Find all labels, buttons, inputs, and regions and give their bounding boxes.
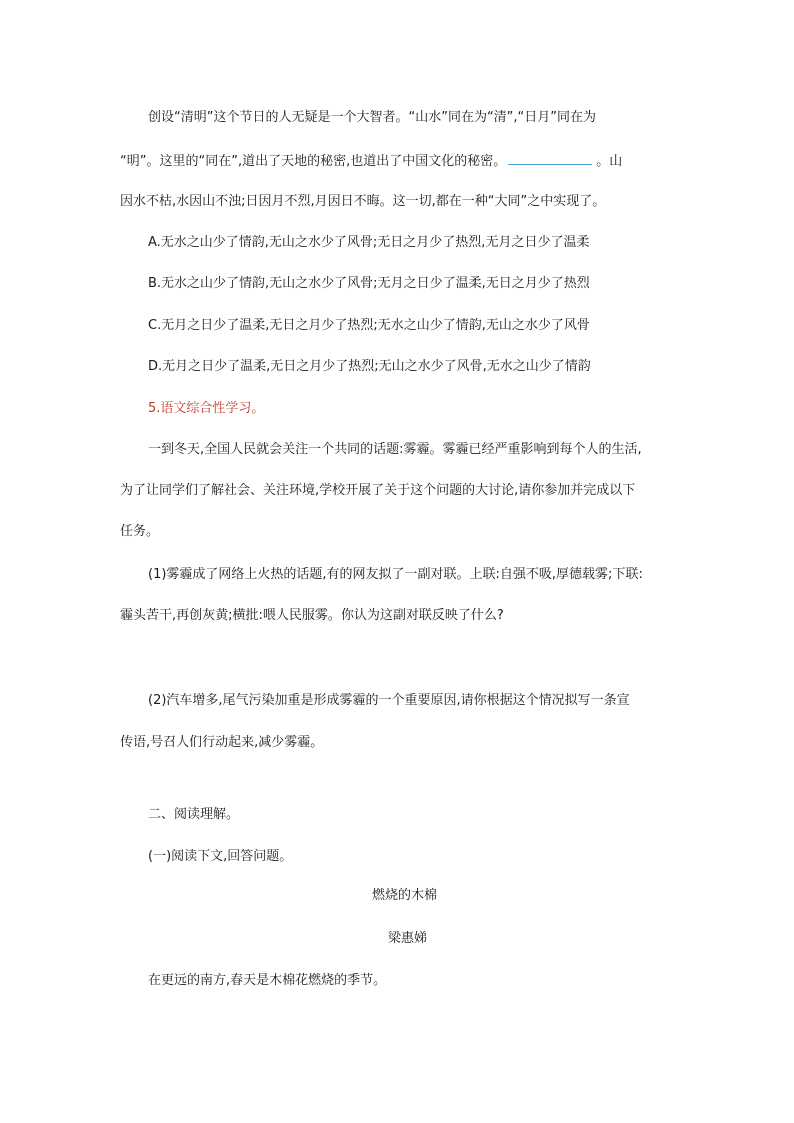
q5-sub2-line-2: 传语,号召人们行动起来,减少雾霾。	[120, 735, 324, 750]
section2-heading: 二、阅读理解。	[148, 807, 240, 822]
q4-line-2	[120, 152, 622, 171]
fill-blank[interactable]	[508, 152, 592, 165]
q5-sub2-line-1: (2)汽车增多,尾气污染加重是形成雾霾的一个重要原因,请你根据这个情况拟写一条宣	[148, 693, 630, 708]
q5-intro-1: 一到冬天,全国人民就会关注一个共同的话题:雾霾。雾霾已经严重影响到每个人的生活,	[148, 442, 642, 457]
option-d: D.无月之日少了温柔,无日之月少了热烈;无山之水少了风骨,无水之山少了情韵	[148, 359, 591, 374]
q5-heading: 5.语文综合性学习。	[148, 401, 265, 416]
option-a: A.无水之山少了情韵,无山之水少了风骨;无日之月少了热烈,无月之日少了温柔	[148, 235, 590, 250]
option-b: B.无水之山少了情韵,无山之水少了风骨;无月之日少了温柔,无日之月少了热烈	[148, 276, 590, 291]
q5-sub1-line-1: (1)雾霾成了网络上火热的话题,有的网友拟了一副对联。上联:自强不吸,厚德载雾;下联:	[148, 567, 643, 582]
q5-intro-3: 任务。	[120, 524, 160, 539]
q4-line-2-text: “明”。这里的“同在”,道出了天地的秘密,也道出了中国文化的秘密。	[120, 154, 507, 169]
q5-sub1-line-2: 霾头苦干,再创灰黄;横批:喂人民服雾。你认为这副对联反映了什么?	[120, 608, 504, 623]
q4-line-3: 因水不枯,水因山不浊;日因月不烈,月因日不晦。这一切,都在一种“大同”之中实现了。	[120, 194, 606, 209]
q5-intro-2: 为了让同学们了解社会、关注环境,学校开展了关于这个问题的大讨论,请你参加并完成以下	[120, 483, 636, 498]
q4-line-1: 创设“清明”这个节日的人无疑是一个大智者。“山水”同在为“清”,“日月”同在为	[148, 110, 597, 125]
q4-line-2-tail: 。山	[596, 154, 623, 169]
option-c: C.无月之日少了温柔,无日之月少了热烈;无水之山少了情韵,无山之水少了风骨	[148, 318, 590, 333]
article-title: 燃烧的木棉	[372, 888, 438, 903]
article-author: 梁惠娣	[388, 931, 428, 946]
article-first-line: 在更远的南方,春天是木棉花燃烧的季节。	[148, 973, 387, 988]
section2-part1: (一)阅读下文,回答问题。	[148, 849, 293, 864]
